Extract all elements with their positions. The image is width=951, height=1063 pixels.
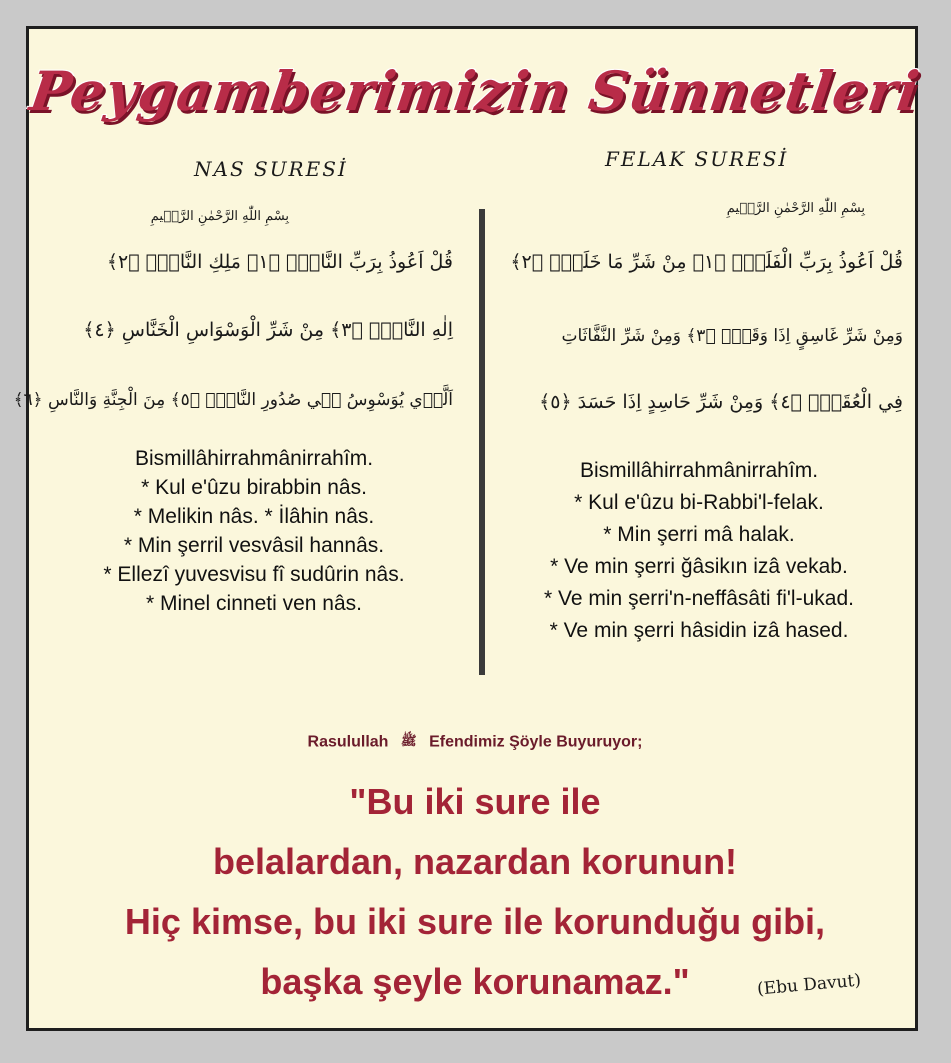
felak-basmala: بِسْمِ اللّٰهِ الرَّحْمٰنِ الرَّح۪يمِ [726, 201, 865, 216]
poster-card [13, 26, 924, 1031]
nas-transliteration [39, 444, 469, 618]
felak-transliteration [484, 455, 914, 647]
nas-translit-line: * Kul e'ûzu birabbin nâs. [141, 476, 367, 499]
felak-title: FELAK SURESİ [605, 147, 789, 171]
felak-arabic-line-2: وَمِنْ شَرِّ غَاسِقٍ اِذَا وَقَبَۙ ﴿٣﴾ وَمِنْ شَرِّ النَّفَّاثَاتِ [561, 326, 903, 346]
nas-translit-line: * Minel cinneti ven nâs. [146, 592, 362, 615]
felak-translit-line: * Ve min şerri'n-neffâsâti fi'l-ukad. [544, 587, 854, 610]
poster-title: Peygamberimizin Sünnetleri [26, 59, 924, 123]
felak-translit-line: Bismillâhirrahmânirrahîm. [579, 459, 819, 482]
hadith-quote-line: "Bu iki sure ile [349, 781, 601, 822]
felak-translit-line: * Ve min şerri ğâsikın izâ vekab. [550, 555, 848, 578]
felak-translit-line: * Min şerri mâ halak. [603, 523, 795, 546]
nas-translit-line: Bismillâhirrahmânirrahîm. [134, 447, 374, 470]
felak-arabic-line-1: قُلْ اَعُوذُ بِرَبِّ الْفَلَقِۙ ﴿١﴾ مِنْ شَرِّ مَا خَلَقَۙ ﴿٢﴾ [510, 251, 903, 273]
felak-translit-line: * Ve min şerri hâsidin izâ hased. [549, 619, 849, 642]
nas-translit-line: * Melikin nâs. * İlâhin nâs. [133, 505, 375, 528]
hadith-intro-left: Rasulullah [307, 733, 389, 751]
felak-arabic-line-3: فِي الْعُقَدِۙ ﴿٤﴾ وَمِنْ شَرِّ حَاسِدٍ اِذَا حَسَدَ ﴿٥﴾ [539, 391, 903, 413]
hadith-quote-line: belalardan, nazardan korunun! [212, 841, 738, 882]
hadith-intro [29, 733, 921, 752]
felak-translit-line: * Kul e'ûzu bi-Rabbi'l-felak. [574, 491, 824, 514]
nas-arabic-line-3: اَلَّذ۪ي يُوَسْوِسُ ف۪ي صُدُورِ النَّاسِۙ ﴿٥﴾ مِنَ الْجِنَّةِ وَالنَّاسِ ﴿٦﴾ [13, 390, 453, 410]
nas-arabic-line-1: قُلْ اَعُوذُ بِرَبِّ النَّاسِۙ ﴿١﴾ مَلِكِ النَّاسِۙ ﴿٢﴾ [106, 251, 453, 273]
hadith-quote-line: Hiç kimse, bu iki sure ile korunduğu gibi, [124, 901, 826, 942]
nas-translit-line: * Min şerril vesvâsil hannâs. [123, 534, 385, 557]
hadith-intro-right: Efendimiz Şöyle Buyuruyor; [429, 733, 643, 751]
salawat-seal-icon: ﷺ [400, 734, 417, 749]
nas-title: NAS SURESİ [194, 157, 348, 181]
nas-arabic-line-2: اِلٰهِ النَّاسِۙ ﴿٣﴾ مِنْ شَرِّ الْوَسْوَاسِ الْخَنَّاسِ ﴿٤﴾ [83, 319, 453, 341]
hadith-quote-line: başka şeyle korunamaz." [260, 961, 690, 1002]
nas-basmala: بِسْمِ اللّٰهِ الرَّحْمٰنِ الرَّح۪يمِ [150, 209, 289, 224]
hadith-source: (Ebu Davut) [756, 970, 862, 1000]
nas-translit-line: * Ellezî yuvesvisu fî sudûrin nâs. [103, 563, 405, 586]
